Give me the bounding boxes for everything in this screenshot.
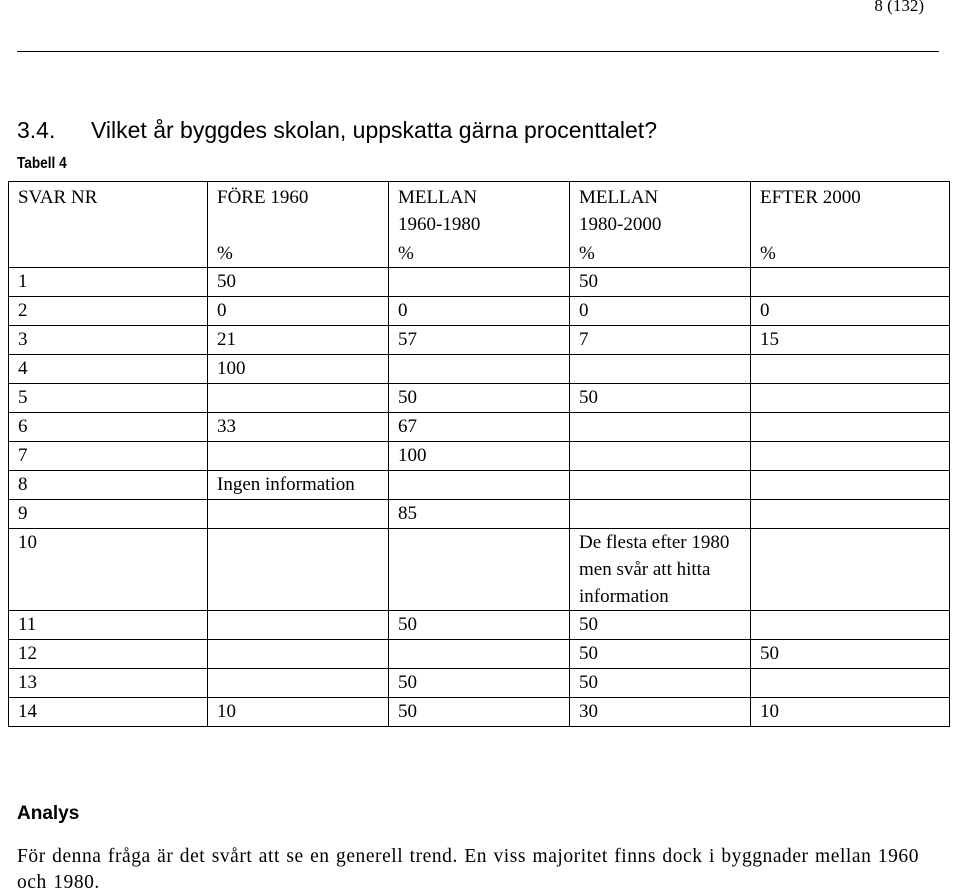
analysis-paragraph: För denna fråga är det svårt att se en generell trend. En viss majoritet finns dock i byggnader mellan 1960 och 1980. xyxy=(17,846,920,893)
cell-fore-1960: 10 xyxy=(208,698,389,727)
cell-efter-2000 xyxy=(751,669,950,698)
cell-mellan-1980-2000 xyxy=(570,442,751,471)
page-number: 8 (132) xyxy=(874,0,924,15)
cell-fore-1960 xyxy=(208,611,389,640)
cell-fore-1960: 50 xyxy=(208,268,389,297)
header-mellan-1960-1980: MELLAN 1960-1980 % xyxy=(389,182,570,268)
cell-mellan-1980-2000 xyxy=(570,471,751,500)
cell-mellan-1960-1980: 85 xyxy=(389,500,570,529)
table-header-row xyxy=(9,182,950,268)
table-row xyxy=(9,413,950,442)
table-row xyxy=(9,500,950,529)
results-table xyxy=(8,181,950,727)
percent-unit: % xyxy=(760,243,776,264)
cell-mellan-1980-2000: 7 xyxy=(570,326,751,355)
header-rule xyxy=(17,51,939,52)
cell-fore-1960: 21 xyxy=(208,326,389,355)
section-heading xyxy=(17,117,657,144)
cell-mellan-1960-1980: 50 xyxy=(389,384,570,413)
cell-mellan-1980-2000: 30 xyxy=(570,698,751,727)
cell-mellan-1980-2000: 50 xyxy=(570,611,751,640)
analysis-heading: Analys xyxy=(17,803,80,824)
cell-svar-nr: 7 xyxy=(9,442,208,471)
cell-efter-2000: 10 xyxy=(751,698,950,727)
cell-efter-2000 xyxy=(751,611,950,640)
percent-unit: % xyxy=(217,243,233,264)
table-row xyxy=(9,326,950,355)
header-efter-2000: EFTER 2000 % xyxy=(751,182,950,268)
cell-efter-2000 xyxy=(751,355,950,384)
cell-mellan-1960-1980: 50 xyxy=(389,669,570,698)
cell-mellan-1980-2000: 50 xyxy=(570,640,751,669)
cell-svar-nr: 2 xyxy=(9,297,208,326)
cell-fore-1960 xyxy=(208,384,389,413)
cell-fore-1960: 0 xyxy=(208,297,389,326)
cell-efter-2000: 0 xyxy=(751,297,950,326)
cell-mellan-1960-1980 xyxy=(389,471,570,500)
cell-mellan-1980-2000: 50 xyxy=(570,384,751,413)
cell-svar-nr: 13 xyxy=(9,669,208,698)
cell-fore-1960 xyxy=(208,442,389,471)
cell-svar-nr: 6 xyxy=(9,413,208,442)
cell-svar-nr: 11 xyxy=(9,611,208,640)
cell-svar-nr: 1 xyxy=(9,268,208,297)
table-row xyxy=(9,669,950,698)
cell-mellan-1980-2000: 50 xyxy=(570,268,751,297)
cell-efter-2000 xyxy=(751,268,950,297)
cell-mellan-1960-1980: 100 xyxy=(389,442,570,471)
cell-mellan-1980-2000: De flesta efter 1980 men svår att hitta information xyxy=(570,529,751,611)
cell-efter-2000 xyxy=(751,529,950,611)
cell-mellan-1960-1980: 0 xyxy=(389,297,570,326)
section-number: 3.4. xyxy=(17,117,56,143)
cell-mellan-1980-2000: 0 xyxy=(570,297,751,326)
cell-svar-nr: 12 xyxy=(9,640,208,669)
table-row xyxy=(9,384,950,413)
cell-mellan-1960-1980: 57 xyxy=(389,326,570,355)
cell-efter-2000 xyxy=(751,384,950,413)
table-row xyxy=(9,471,950,500)
cell-mellan-1960-1980 xyxy=(389,529,570,611)
table-row xyxy=(9,698,950,727)
cell-fore-1960 xyxy=(208,669,389,698)
percent-unit: % xyxy=(398,243,414,264)
table-row xyxy=(9,297,950,326)
cell-efter-2000 xyxy=(751,413,950,442)
cell-svar-nr: 9 xyxy=(9,500,208,529)
cell-efter-2000: 50 xyxy=(751,640,950,669)
cell-svar-nr: 10 xyxy=(9,529,208,611)
table-row xyxy=(9,611,950,640)
table-row xyxy=(9,355,950,384)
cell-efter-2000 xyxy=(751,500,950,529)
cell-mellan-1960-1980 xyxy=(389,640,570,669)
cell-svar-nr: 8 xyxy=(9,471,208,500)
cell-mellan-1980-2000 xyxy=(570,500,751,529)
cell-svar-nr: 4 xyxy=(9,355,208,384)
cell-fore-1960: 33 xyxy=(208,413,389,442)
percent-unit: % xyxy=(579,243,595,264)
cell-efter-2000 xyxy=(751,442,950,471)
cell-mellan-1980-2000: 50 xyxy=(570,669,751,698)
header-fore-1960: FÖRE 1960 % xyxy=(208,182,389,268)
table-row xyxy=(9,529,950,611)
cell-mellan-1960-1980 xyxy=(389,268,570,297)
cell-mellan-1980-2000 xyxy=(570,413,751,442)
cell-fore-1960 xyxy=(208,640,389,669)
cell-fore-1960: Ingen information xyxy=(208,471,389,500)
cell-mellan-1960-1980: 67 xyxy=(389,413,570,442)
cell-efter-2000: 15 xyxy=(751,326,950,355)
cell-fore-1960: 100 xyxy=(208,355,389,384)
header-svar-nr: SVAR NR xyxy=(9,182,208,268)
cell-mellan-1960-1980 xyxy=(389,355,570,384)
table-row xyxy=(9,268,950,297)
cell-mellan-1960-1980: 50 xyxy=(389,611,570,640)
cell-svar-nr: 5 xyxy=(9,384,208,413)
cell-fore-1960 xyxy=(208,500,389,529)
cell-efter-2000 xyxy=(751,471,950,500)
table-caption: Tabell 4 xyxy=(17,155,67,172)
table-row xyxy=(9,442,950,471)
header-mellan-1980-2000: MELLAN 1980-2000 % xyxy=(570,182,751,268)
cell-mellan-1960-1980: 50 xyxy=(389,698,570,727)
cell-fore-1960 xyxy=(208,529,389,611)
cell-svar-nr: 3 xyxy=(9,326,208,355)
cell-svar-nr: 14 xyxy=(9,698,208,727)
cell-mellan-1980-2000 xyxy=(570,355,751,384)
table-row xyxy=(9,640,950,669)
section-title: Vilket år byggdes skolan, uppskatta gärna procenttalet? xyxy=(91,117,657,143)
